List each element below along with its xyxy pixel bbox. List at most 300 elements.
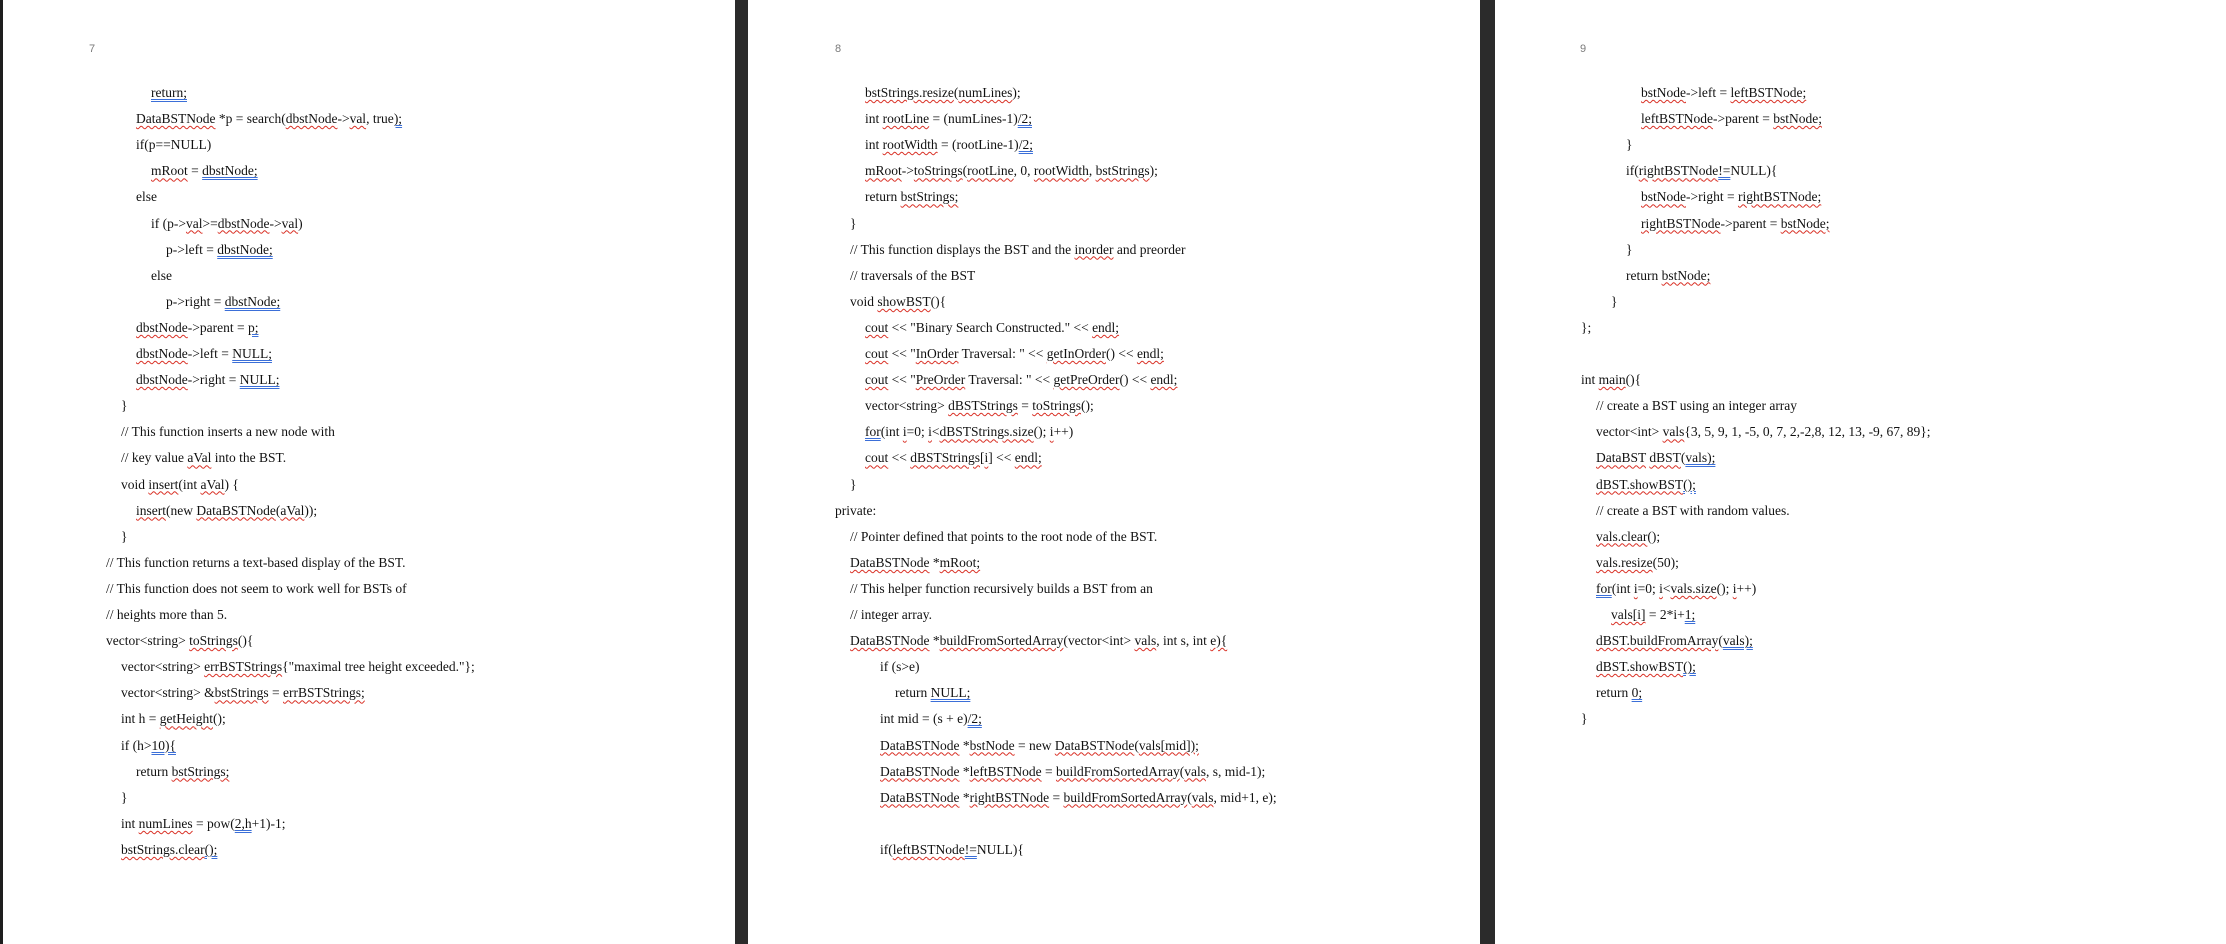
code-text: = new xyxy=(1014,737,1055,753)
code-line[interactable] xyxy=(121,790,127,806)
code-text: * xyxy=(959,737,970,753)
code-line[interactable] xyxy=(121,685,365,701)
code-text: ] << xyxy=(988,450,1015,466)
grammar-flagged-text: /2; xyxy=(967,711,982,727)
spelling-flagged-word: main xyxy=(1598,372,1626,388)
code-text: , s, mid-1); xyxy=(1205,763,1266,779)
code-text: -> xyxy=(269,215,282,231)
code-text: // create a BST using an integer array xyxy=(1596,398,1798,414)
spelling-flagged-word: inorder xyxy=(1074,241,1114,257)
spelling-flagged-word: bstNode xyxy=(1641,85,1686,100)
code-line[interactable] xyxy=(850,555,980,571)
spelling-flagged-word: rootLine xyxy=(967,163,1014,179)
spelling-flagged-word: rootWidth xyxy=(1033,163,1089,179)
spelling-flagged-word: i xyxy=(984,450,989,466)
code-text: (); xyxy=(1081,398,1094,414)
spelling-flagged-word: vals.resize xyxy=(1596,554,1653,570)
code-text: if (h> xyxy=(121,737,152,753)
code-text: int mid = (s + e) xyxy=(880,711,968,727)
spelling-flagged-word: dBST.buildFromArray xyxy=(1596,633,1719,649)
code-line[interactable] xyxy=(850,294,946,310)
code-text: ->parent = xyxy=(1720,215,1781,231)
code-text: << " xyxy=(888,346,916,361)
spelling-flagged-word: e){ xyxy=(1210,633,1228,649)
code-text: (int xyxy=(178,476,201,492)
spelling-flagged-word: vals xyxy=(1191,789,1214,805)
page-number: 9 xyxy=(1580,43,1587,55)
code-text: = xyxy=(187,163,203,179)
code-line[interactable] xyxy=(1596,503,1790,519)
code-line[interactable] xyxy=(1596,581,1756,597)
code-line[interactable] xyxy=(880,738,1199,754)
code-line[interactable] xyxy=(1581,711,1587,727)
code-text: p->right = xyxy=(166,293,225,309)
code-line[interactable] xyxy=(136,111,402,127)
code-line[interactable] xyxy=(850,607,932,623)
code-line[interactable] xyxy=(1626,268,1710,284)
spelling-flagged-word: errBSTStrings xyxy=(204,659,283,675)
spelling-flagged-word: getInOrder xyxy=(1046,346,1106,361)
code-text: {3, 5, 9, 1, -5, 0, 7, 2,-2,8, 12, 13, -9, 67, 89}; xyxy=(1684,424,1931,440)
spelling-flagged-word: i xyxy=(1049,424,1054,440)
code-text: if (p-> xyxy=(151,215,186,231)
spelling-flagged-word: getPreOrder xyxy=(1053,372,1120,388)
code-text: ); xyxy=(1012,85,1021,100)
spelling-flagged-word: showBST xyxy=(877,293,931,309)
code-text: // create a BST with random values. xyxy=(1596,502,1790,518)
code-text: {"maximal tree height exceeded."}; xyxy=(282,659,475,675)
code-line[interactable] xyxy=(151,268,172,284)
spelling-flagged-word: DataBSTNode xyxy=(880,763,960,779)
spelling-flagged-word: endl; xyxy=(1150,372,1178,388)
code-line[interactable] xyxy=(865,320,1119,336)
spelling-flagged-word: vals.clear xyxy=(1596,528,1648,544)
spelling-flagged-word: rightBSTNode xyxy=(969,789,1050,805)
spelling-flagged-word: i xyxy=(1633,580,1638,596)
code-text: ( xyxy=(1179,763,1185,779)
spelling-flagged-word: endl; xyxy=(1092,319,1120,335)
code-line[interactable] xyxy=(1641,111,1822,127)
code-line[interactable] xyxy=(136,764,229,780)
code-text: (){ xyxy=(237,633,254,649)
spelling-flagged-word: aVal xyxy=(280,502,305,518)
code-line[interactable] xyxy=(850,216,856,232)
spelling-flagged-word: bstStrings xyxy=(1095,163,1150,179)
code-line[interactable] xyxy=(1581,372,1641,388)
code-text: , xyxy=(1088,163,1096,179)
grammar-flagged-text: dbstNode; xyxy=(224,293,281,309)
code-line[interactable] xyxy=(1596,555,1679,571)
code-text: ->parent = xyxy=(1713,111,1774,127)
code-line[interactable] xyxy=(121,659,475,675)
spelling-flagged-word: bstNode xyxy=(969,737,1015,753)
code-text: int xyxy=(1581,372,1599,388)
code-line[interactable] xyxy=(106,581,407,597)
spelling-flagged-word: bstStrings; xyxy=(171,763,230,779)
spelling-flagged-word: vals[i] xyxy=(1611,607,1646,622)
code-line[interactable] xyxy=(850,477,856,493)
code-line[interactable] xyxy=(1626,137,1632,153)
spelling-flagged-word: InOrder xyxy=(915,346,959,361)
code-line[interactable] xyxy=(136,372,279,388)
spelling-flagged-word: cout xyxy=(865,450,889,466)
code-text: (){ xyxy=(930,293,947,309)
code-text: NULL){ xyxy=(1730,163,1778,179)
spelling-flagged-word: leftBSTNode xyxy=(892,841,965,857)
code-line[interactable] xyxy=(865,372,1177,388)
code-line[interactable] xyxy=(136,346,272,362)
code-text: private: xyxy=(835,502,877,518)
spelling-flagged-word: DataBSTNode xyxy=(850,633,930,649)
code-line[interactable] xyxy=(880,711,982,727)
spelling-flagged-word: toStrings xyxy=(913,163,963,179)
code-line[interactable] xyxy=(121,711,226,727)
spelling-flagged-word: PreOrder xyxy=(915,372,966,388)
spelling-flagged-word: bstNode xyxy=(1641,189,1686,205)
code-text: = xyxy=(1041,763,1056,779)
code-text: >= xyxy=(202,215,218,231)
grammar-flagged-text: for xyxy=(1596,580,1612,596)
code-line[interactable] xyxy=(865,189,958,205)
code-line[interactable] xyxy=(151,85,187,101)
code-line[interactable] xyxy=(121,738,176,754)
spelling-flagged-word: bstNode; xyxy=(1661,267,1711,283)
code-text: vector<string> & xyxy=(121,685,215,701)
code-line[interactable] xyxy=(865,111,1032,127)
spelling-flagged-word: dBSTStrings xyxy=(948,398,1018,414)
code-text: = (rootLine-1) xyxy=(937,137,1019,153)
code-text: (){ xyxy=(1625,372,1642,388)
document-page-9[interactable] xyxy=(1495,0,2226,944)
spelling-flagged-word: bstNode; xyxy=(1773,111,1822,127)
spelling-flagged-word: DataBSTNode xyxy=(850,554,930,570)
code-text: } xyxy=(1611,293,1618,309)
code-text: // integer array. xyxy=(850,607,932,622)
code-text: // Pointer defined that points to the root node of the BST. xyxy=(850,528,1158,544)
code-text: int xyxy=(121,815,139,831)
spelling-flagged-word: endl; xyxy=(1014,450,1042,466)
spelling-flagged-word: rootLine xyxy=(882,111,930,127)
code-text: // traversals of the BST xyxy=(850,267,976,283)
code-text: << " xyxy=(888,372,916,388)
code-line[interactable] xyxy=(1611,607,1695,623)
code-text: // This function displays the BST and the xyxy=(850,241,1075,257)
grammar-flagged-text: (); xyxy=(204,841,218,857)
code-text: int h = xyxy=(121,711,160,727)
code-text: vector<string> xyxy=(865,398,949,414)
spelling-flagged-word: mRoot xyxy=(865,163,902,179)
code-line[interactable] xyxy=(835,503,876,519)
code-text: and preorder xyxy=(1113,241,1186,257)
spelling-flagged-word: aVal xyxy=(200,476,225,492)
code-text: Traversal: " << xyxy=(965,372,1054,388)
code-line[interactable] xyxy=(850,581,1153,597)
spelling-flagged-word: vals xyxy=(1662,424,1685,440)
code-line[interactable] xyxy=(121,477,239,493)
code-text: << xyxy=(888,450,911,466)
grammar-flagged-text: NULL; xyxy=(239,372,280,388)
code-text: } xyxy=(121,789,128,805)
code-line[interactable] xyxy=(166,242,273,258)
spelling-flagged-word: bstStrings.resize xyxy=(865,85,954,100)
code-text: (); xyxy=(1716,580,1733,596)
code-line[interactable] xyxy=(1626,242,1632,258)
code-line[interactable] xyxy=(1611,294,1617,310)
code-line[interactable] xyxy=(865,163,1158,179)
code-line[interactable] xyxy=(1596,633,1753,649)
code-line[interactable] xyxy=(121,842,217,858)
code-text: ->right = xyxy=(1686,189,1738,205)
code-text: , int s, int xyxy=(1156,633,1211,649)
code-line[interactable] xyxy=(880,764,1265,780)
code-text: vector<string> xyxy=(106,633,190,649)
grammar-flagged-text: for xyxy=(865,424,881,440)
code-text: Traversal: " << xyxy=(958,346,1047,361)
grammar-flagged-text: NULL; xyxy=(232,346,272,361)
code-line[interactable] xyxy=(880,842,1024,858)
code-line[interactable] xyxy=(121,398,127,414)
spelling-flagged-word: DataBSTNode xyxy=(880,789,960,805)
code-text: ++) xyxy=(1736,580,1757,596)
grammar-flagged-text: /2; xyxy=(1018,137,1033,153)
code-line[interactable] xyxy=(1641,85,1806,101)
grammar-flagged-text: 1; xyxy=(1684,607,1696,622)
code-text: // key value xyxy=(121,450,188,466)
code-text: ( xyxy=(962,163,968,179)
spelling-flagged-word: buildFromSortedArray xyxy=(939,633,1064,649)
code-line[interactable] xyxy=(880,659,919,675)
spelling-flagged-word: numLines xyxy=(958,85,1013,100)
spelling-flagged-word: insert xyxy=(148,476,179,492)
code-line[interactable] xyxy=(1581,320,1591,336)
page-number: 8 xyxy=(835,43,842,55)
code-line[interactable] xyxy=(1581,346,1584,362)
spelling-flagged-word: rightBSTNode xyxy=(1638,163,1719,179)
code-text: return xyxy=(136,763,172,779)
spelling-flagged-word: DataBSTNode xyxy=(136,111,216,127)
code-text: } xyxy=(850,476,857,492)
code-line[interactable] xyxy=(121,450,286,466)
code-text: * xyxy=(929,554,940,570)
code-line[interactable] xyxy=(151,163,258,179)
code-text: ++) xyxy=(1053,424,1074,440)
code-line[interactable] xyxy=(1596,424,1931,440)
code-line[interactable] xyxy=(166,294,280,310)
document-page-8[interactable] xyxy=(748,0,1480,944)
code-text: p->left = xyxy=(166,241,218,257)
spelling-flagged-word: i xyxy=(902,424,907,440)
spelling-flagged-word: dbstNode xyxy=(136,372,188,388)
spelling-flagged-word: leftBSTNode; xyxy=(1730,85,1807,100)
code-text: ) { xyxy=(224,476,239,492)
code-text: = pow( xyxy=(192,815,235,831)
grammar-flagged-text: 10){ xyxy=(151,737,176,753)
grammar-flagged-text: return; xyxy=(151,85,187,100)
code-text: =0; xyxy=(1637,580,1660,596)
code-text: return xyxy=(895,685,931,701)
grammar-flagged-text: dbstNode; xyxy=(202,163,258,179)
spelling-flagged-word: vals xyxy=(1134,633,1157,649)
code-text: vector<string> xyxy=(121,659,205,675)
document-page-7[interactable] xyxy=(0,0,735,944)
spelling-flagged-word: toStrings xyxy=(189,633,238,649)
code-line[interactable] xyxy=(1596,685,1642,701)
code-text: if( xyxy=(1626,163,1639,179)
spelling-flagged-word: dBSTStrings xyxy=(910,450,981,466)
spelling-flagged-word: dBST xyxy=(1649,450,1681,466)
code-line[interactable] xyxy=(850,268,975,284)
code-line[interactable] xyxy=(1596,529,1660,545)
spelling-flagged-word: dBST.showBST xyxy=(1596,476,1684,492)
spelling-flagged-word: rightBSTNode xyxy=(1641,215,1721,231)
spelling-flagged-word: buildFromSortedArray xyxy=(1063,789,1188,805)
code-line[interactable] xyxy=(865,450,1042,466)
code-line[interactable] xyxy=(121,529,127,545)
code-text: ( xyxy=(1718,633,1723,649)
code-text: < xyxy=(931,424,940,440)
code-text: *p = search( xyxy=(215,111,286,127)
spelling-flagged-word: i xyxy=(1732,580,1737,596)
spelling-flagged-word: getHeight xyxy=(159,711,213,727)
grammar-flagged-text: != xyxy=(964,841,977,857)
code-text xyxy=(1581,346,1584,361)
code-text: (int xyxy=(1611,580,1634,596)
code-line[interactable] xyxy=(865,346,1164,362)
code-text: } xyxy=(1626,241,1633,257)
code-line[interactable] xyxy=(850,633,1227,649)
code-text: ( xyxy=(953,85,959,100)
code-line[interactable] xyxy=(1596,450,1715,466)
code-text: (); xyxy=(1647,528,1661,544)
code-line[interactable] xyxy=(850,242,1185,258)
spelling-flagged-word: dBST.showBST xyxy=(1596,659,1684,675)
grammar-flagged-text: 2,h xyxy=(234,815,252,831)
grammar-flagged-text: vals); xyxy=(1722,633,1753,649)
spelling-flagged-word: mRoot xyxy=(151,163,188,179)
code-line[interactable] xyxy=(151,216,303,232)
code-text: vector<int> xyxy=(1596,424,1663,440)
code-text: ( xyxy=(1680,450,1686,466)
grammar-flagged-text: dbstNode; xyxy=(217,241,273,257)
code-text: void xyxy=(121,476,149,492)
spelling-flagged-word: vals.size xyxy=(1670,580,1717,596)
code-text: (int xyxy=(880,424,903,440)
code-line[interactable] xyxy=(1596,398,1797,414)
code-line[interactable] xyxy=(1641,189,1821,205)
code-text: } xyxy=(121,398,128,414)
code-text: * xyxy=(959,789,970,805)
grammar-flagged-text: /2; xyxy=(1017,111,1032,127)
code-text: +1)-1; xyxy=(251,815,286,831)
grammar-flagged-text: ); xyxy=(393,111,403,127)
code-line[interactable] xyxy=(865,137,1033,153)
code-line[interactable] xyxy=(136,189,157,205)
spelling-flagged-word: leftBSTNode xyxy=(969,763,1042,779)
code-line[interactable] xyxy=(106,555,405,571)
code-line[interactable] xyxy=(895,685,970,701)
spelling-flagged-word: endl; xyxy=(1136,346,1164,361)
code-text: () << xyxy=(1105,346,1137,361)
spelling-flagged-word: rightBSTNode; xyxy=(1737,189,1822,205)
code-text: ->right = xyxy=(187,372,240,388)
code-line[interactable] xyxy=(106,607,227,623)
code-line[interactable] xyxy=(835,816,838,832)
spelling-flagged-word: i xyxy=(1659,580,1663,596)
grammar-flagged-text: p; xyxy=(247,319,259,335)
spelling-flagged-word: cout xyxy=(865,319,889,335)
code-line[interactable] xyxy=(121,816,285,832)
spelling-flagged-word: cout xyxy=(865,346,889,361)
grammar-flagged-text: (); xyxy=(1683,659,1696,675)
grammar-flagged-text: != xyxy=(1718,163,1731,179)
code-line[interactable] xyxy=(121,424,335,440)
spelling-flagged-word: numLines xyxy=(138,815,193,831)
code-text: int xyxy=(865,111,883,127)
code-text: ); xyxy=(1149,163,1158,179)
spelling-flagged-word: bstStrings; xyxy=(900,189,959,205)
code-text: // heights more than 5. xyxy=(106,607,228,622)
code-text: << "Binary Search Constructed." << xyxy=(888,319,1093,335)
code-text: < xyxy=(1662,580,1671,596)
code-text: )); xyxy=(304,502,318,518)
code-line[interactable] xyxy=(865,85,1021,101)
code-text: , true xyxy=(366,111,394,127)
code-line[interactable] xyxy=(880,790,1277,806)
code-line[interactable] xyxy=(136,503,317,519)
code-text: = (numLines-1) xyxy=(929,111,1018,127)
code-text: into the BST. xyxy=(211,450,287,466)
code-text: // This function inserts a new node with xyxy=(121,424,335,440)
spelling-flagged-word: buildFromSortedArray xyxy=(1055,763,1180,779)
spelling-flagged-word: leftBSTNode xyxy=(1641,111,1713,127)
code-line[interactable] xyxy=(1596,477,1696,493)
code-text: ->left = xyxy=(187,346,233,361)
code-text: } xyxy=(1626,137,1633,153)
code-line[interactable] xyxy=(865,398,1094,414)
code-text: return xyxy=(1626,267,1662,283)
code-line[interactable] xyxy=(865,424,1073,440)
code-text: } xyxy=(850,215,857,231)
code-text: // This function does not seem to work well for BSTs of xyxy=(106,580,407,596)
code-text: (); xyxy=(1033,424,1050,440)
spelling-flagged-word: cout xyxy=(865,372,889,388)
code-line[interactable] xyxy=(1626,163,1777,179)
spelling-flagged-word: dbstNode xyxy=(136,346,188,361)
code-line[interactable] xyxy=(136,320,258,336)
spelling-flagged-word: val xyxy=(281,215,299,231)
code-line[interactable] xyxy=(1596,659,1696,675)
code-text: ->left = xyxy=(1686,85,1731,100)
spelling-flagged-word: bstNode; xyxy=(1780,215,1830,231)
code-text: , mid+1, e); xyxy=(1213,789,1277,805)
grammar-flagged-text: 0; xyxy=(1631,685,1643,701)
code-line[interactable] xyxy=(850,529,1157,545)
code-text: = xyxy=(268,685,283,701)
code-text: // This helper function recursively builds a BST from an xyxy=(850,580,1153,596)
code-line[interactable] xyxy=(1641,216,1829,232)
code-text: } xyxy=(121,528,128,544)
code-text: if(p==NULL) xyxy=(136,137,212,153)
code-text: NULL){ xyxy=(976,841,1024,857)
spelling-flagged-word: aVal xyxy=(187,450,212,466)
spelling-flagged-word: vals[mid]); xyxy=(1138,737,1199,753)
code-text: return xyxy=(865,189,901,205)
code-text: = xyxy=(1049,789,1064,805)
code-text: [ xyxy=(980,450,985,466)
spelling-flagged-word: val xyxy=(185,215,203,231)
code-line[interactable] xyxy=(106,633,253,649)
code-line[interactable] xyxy=(136,137,211,153)
